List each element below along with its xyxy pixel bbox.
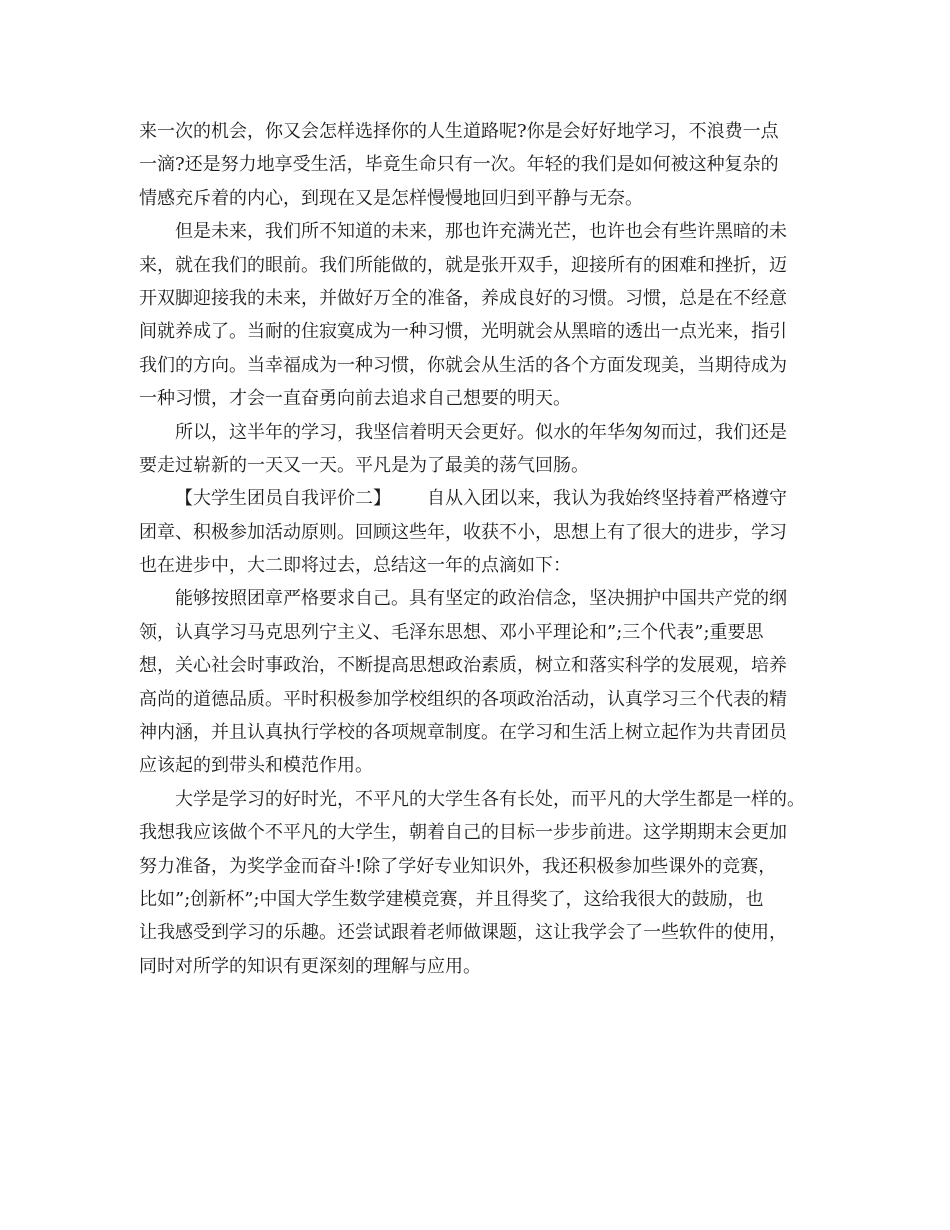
text-line: 间就养成了。当耐的住寂寞成为一种习惯，光明就会从黑暗的透出一点光来，指引 (139, 321, 787, 343)
paragraph-6 (139, 783, 819, 983)
text-line: 团章、积极参加活动原则。回顾这些年，收获不小，思想上有了很大的进步，学习 (139, 521, 787, 543)
text-line: 一滴?还是努力地享受生活，毕竟生命只有一次。年轻的我们是如何被这种复杂的 (139, 154, 779, 176)
text-line: 我想我应该做个不平凡的大学生，朝着自己的目标一步步前进。这学期期末会更加 (139, 822, 787, 844)
text-fragment: 自从入团以来，我认为我始终坚持着严格遵守 (427, 488, 787, 510)
text-line: 我们的方向。当幸福成为一种习惯，你就会从生活的各个方面发现美，当期待成为 (139, 354, 787, 376)
text-line: 也在进步中，大二即将过去，总结这一年的点滴如下： (139, 555, 571, 577)
text-line: 开双脚迎接我的未来，并做好万全的准备，养成良好的习惯。习惯，总是在不经意 (139, 287, 787, 309)
document-body (139, 115, 819, 983)
paragraph-5 (139, 582, 819, 782)
text-line: 领，认真学习马克思列宁主义、毛泽东思想、邓小平理论和”;三个代表”;重要思 (139, 621, 764, 643)
paragraph-1 (139, 115, 819, 215)
text-line: 能够按照团章严格要求自己。具有坚定的政治信念，坚决拥护中国共产党的纲 (175, 588, 787, 610)
text-line: 比如”;创新杯”;中国大学生数学建模竞赛，并且得奖了，这给我很大的鼓励，也 (139, 888, 764, 910)
paragraph-2 (139, 215, 819, 415)
text-line: 努力准备，为奖学金而奋斗!除了学好专业知识外，我还积极参加些课外的竞赛， (139, 855, 777, 877)
text-line: 同时对所学的知识有更深刻的理解与应用。 (139, 955, 481, 977)
text-line: 大学是学习的好时光，不平凡的大学生各有长处，而平凡的大学生都是一样的。 (175, 788, 805, 810)
section-heading: 【大学生团员自我评价二】 (175, 488, 391, 510)
section-heading-line (139, 482, 819, 515)
text-line: 神内涵，并且认真执行学校的各项规章制度。在学习和生活上树立起作为共青团员 (139, 722, 787, 744)
text-line: 来一次的机会，你又会怎样选择你的人生道路呢?你是会好好地学习，不浪费一点 (139, 121, 779, 142)
text-line: 应该起的到带头和模范作用。 (139, 755, 373, 777)
text-line: 但是未来，我们所不知道的未来，那也许充满光芒，也许也会有些许黑暗的未 (175, 221, 787, 243)
text-line: 要走过崭新的一天又一天。平凡是为了最美的荡气回肠。 (139, 454, 589, 476)
text-line: 情感充斥着的内心，到现在又是怎样慢慢地回归到平静与无奈。 (139, 187, 643, 209)
paragraph-4 (139, 482, 819, 582)
text-line: 高尚的道德品质。平时积极参加学校组织的各项政治活动，认真学习三个代表的精 (139, 688, 787, 710)
text-line: 想，关心社会时事政治，不断提高思想政治素质，树立和落实科学的发展观，培养 (139, 655, 787, 677)
text-line: 一种习惯，才会一直奋勇向前去追求自己想要的明天。 (139, 388, 571, 410)
text-line: 所以，这半年的学习，我坚信着明天会更好。似水的年华匆匆而过，我们还是 (175, 421, 787, 443)
text-line: 来，就在我们的眼前。我们所能做的，就是张开双手，迎接所有的困难和挫折，迈 (139, 254, 787, 276)
paragraph-3 (139, 416, 819, 483)
text-line: 让我感受到学习的乐趣。还尝试跟着老师做课题，这让我学会了一些软件的使用， (139, 922, 787, 944)
